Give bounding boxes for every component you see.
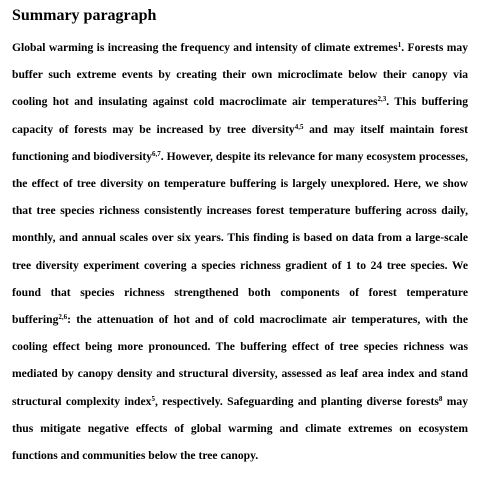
section-heading: Summary paragraph	[12, 7, 157, 24]
citation-superscript: 8	[438, 394, 443, 403]
paragraph-text: , respectively. Safeguarding and planting diverse forests	[154, 394, 439, 408]
paragraph-text: and may itself maintain forest functioning and biodiversity	[12, 122, 469, 163]
paragraph-text: . Forests may buffer such extreme events by creating their own microclimate below their canopy via cooling hot and insulating against cold macroclimate air temperatures	[12, 41, 468, 109]
citation-superscript: 4,5	[294, 122, 304, 131]
citation-superscript: 2,3	[377, 95, 387, 104]
summary-paragraph	[12, 34, 468, 469]
citation-superscript: 2,6	[58, 313, 68, 322]
paragraph-text: may thus mitigate negative effects of global warming and climate extremes on ecosystem functions and communities below the tree canopy.	[12, 394, 468, 463]
paragraph-text: Global warming is increasing the frequency and intensity of climate extremes	[12, 41, 398, 54]
paragraph-text: : the attenuation of hot and of cold macroclimate air temperatures, with the cooling effect being more pronounced. The buffering effect of tree species richness was mediated by canopy density and structural diversity, assessed as leaf area index and stand structural complexity index	[12, 313, 468, 408]
citation-superscript: 5	[151, 394, 155, 403]
citation-superscript: 6,7	[152, 149, 161, 158]
citation-superscript: 1	[397, 41, 402, 49]
paragraph-text: . However, despite its relevance for many ecosystem processes, the effect of tree diversity on temperature buffering is largely unexplored. Here, we show that tree species richness consistently increases forest temperature buffering across daily, monthly, and annual scales over six years. This finding is based on data from a large-scale tree diversity experiment covering a species richness gradient of 1 to 24 tree species. We found that species richness strengthened both components of forest temperature buffering	[12, 149, 468, 327]
paragraph-text: . This buffering capacity of forests may be increased by tree diversity	[12, 95, 468, 136]
document-page	[12, 0, 468, 469]
